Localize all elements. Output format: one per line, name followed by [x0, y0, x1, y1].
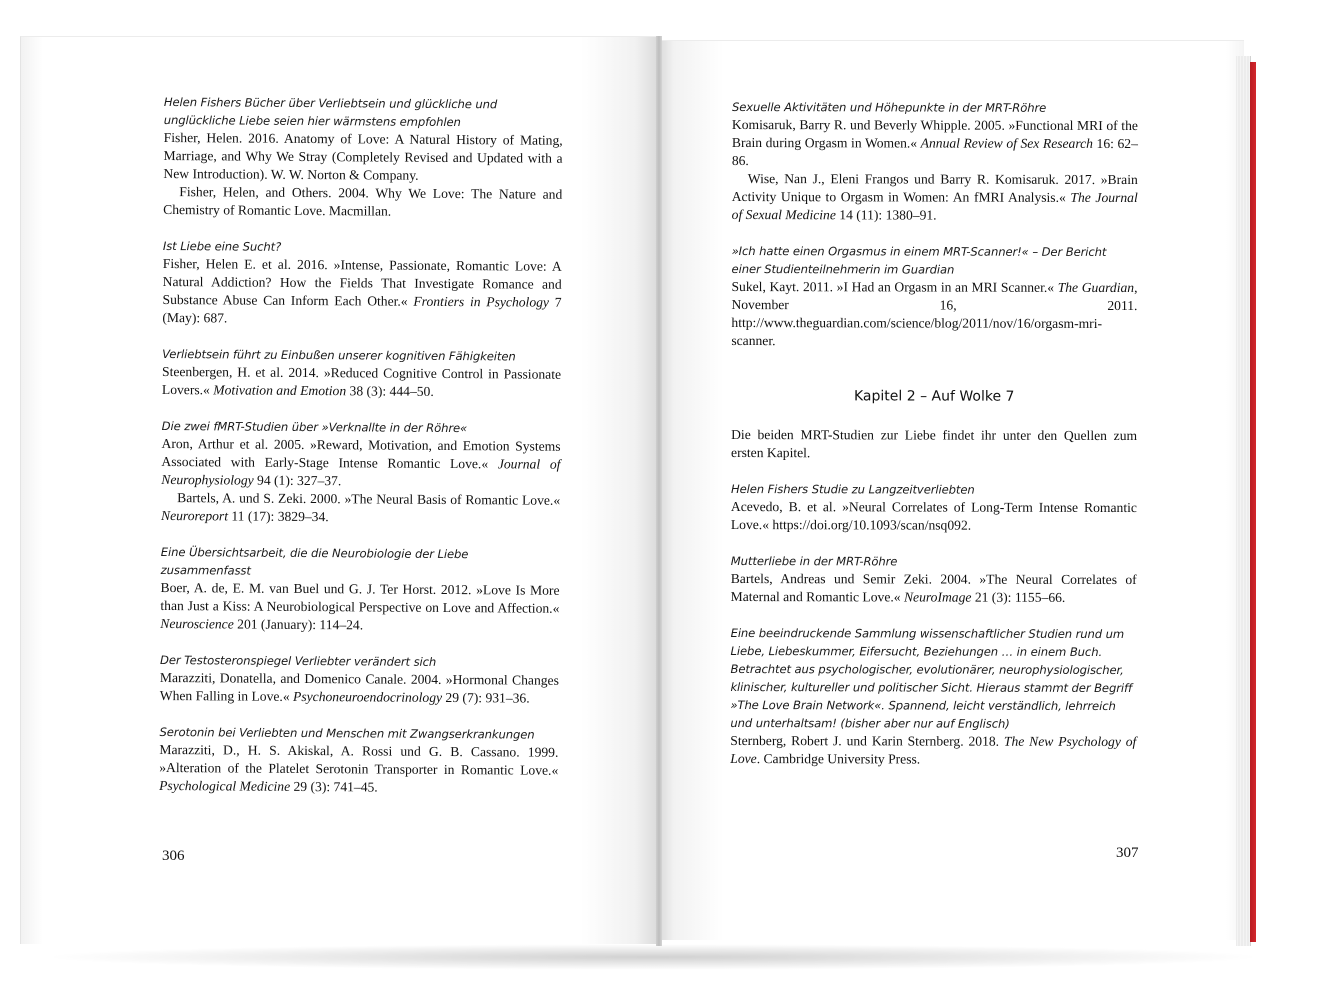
reference-group [731, 480, 1137, 535]
reference-group [160, 543, 560, 636]
reference-source-title: The New Psychology of Love [730, 733, 1137, 767]
reference-text: Acevedo, B. et al. »Neural Correlates of Long-Term Intense Romantic Love.« https://doi.org/10.1093/scan/nsq092. [730, 498, 1137, 533]
reference-entry [163, 129, 562, 186]
reference-heading: »Ich hatte einen Orgasmus in einem MRT-Scanner!« – Der Bericht einer Studienteilnehmerin im Guardian [731, 243, 1107, 277]
reference-source-title: Annual Review of Sex Research [920, 135, 1094, 151]
reference-group [162, 237, 562, 330]
reference-text: Fisher, Helen, and Others. 2004. Why We Love: The Nature and Chemistry of Romantic Love. Macmillan. [163, 184, 563, 219]
reference-details: . Cambridge University Press. [756, 751, 921, 767]
reference-entry [159, 741, 558, 798]
reference-entry [161, 435, 560, 492]
reference-entry [162, 255, 561, 330]
reference-text: Steenbergen, H. et al. 2014. »Reduced Cognitive Control in Passionate Lovers.« [161, 363, 562, 398]
reference-source-title: The Journal of Sexual Medicine [731, 189, 1138, 223]
reference-group [730, 624, 1136, 769]
reference-details: , November 16, 2011. http://www.theguardian.com/science/blog/2011/nov/16/orgasm-mri-scanner. [731, 280, 1138, 349]
reference-text: Fisher, Helen. 2016. Anatomy of Love: A Natural History of Mating, Marriage, and Why We Stray (Completely Revised and Updated with a New Introduction). W. W. Norton & Company. [163, 129, 563, 183]
reference-group [163, 93, 563, 222]
reference-entry [731, 278, 1137, 351]
reference-source-title: Neuroscience [160, 615, 234, 632]
reference-entry [730, 732, 1136, 769]
reference-text: Marazziti, Donatella, and Domenico Canale. 2004. »Hormonal Changes When Falling in Love.« [159, 669, 559, 704]
reference-details: 14 (11): 1380–91. [835, 207, 937, 223]
reference-details: 16: 62–86. [731, 135, 1138, 169]
reference-details: 21 (3): 1155–66. [971, 589, 1066, 605]
reference-source-title: NeuroImage [903, 589, 972, 605]
reference-group [159, 723, 558, 798]
left-page-column [159, 93, 563, 798]
reference-heading: Eine beeindruckende Sammlung wissenschaftlicher Studien rund um Liebe, Liebeskummer, Eifersucht, Beziehungen … in einem Buch. Betrachtet aus psychologischer, evolutionärer, neurophysiologischer, klinischer, kultureller und politischer Sicht. Hieraus stammt der Begriff »The Love Brain Network«. Spannend, leicht verständlich, lehrreich und unterhaltsam! (bisher aber nur auf Englisch) [730, 625, 1133, 731]
reference-heading: Helen Fishers Studie zu Langzeitverliebten [730, 481, 975, 497]
reference-details: 29 (7): 931–36. [442, 689, 530, 706]
reference-source-title: Neuroreport [160, 507, 229, 524]
reference-entry [732, 116, 1138, 171]
reference-details: 11 (17): 3829–34. [227, 508, 329, 525]
reference-heading: Der Testosteronspiegel Verliebter verändert sich [159, 652, 437, 669]
reference-source-title: Psychological Medicine [159, 777, 291, 794]
right-page-column [730, 98, 1138, 769]
reference-details: 29 (3): 741–45. [290, 778, 378, 795]
reference-heading: Sexuelle Aktivitäten und Höhepunkte in der MRT-Röhre [731, 99, 1047, 115]
book-gutter [656, 36, 662, 946]
reference-entry [162, 363, 561, 402]
reference-text: Sternberg, Robert J. und Karin Sternberg. 2018. [730, 732, 1004, 749]
reference-text: Wise, Nan J., Eleni Frangos und Barry R. Komisaruk. 2017. »Brain Activity Unique to Orgasm in Women: An fMRI Analysis.« [731, 171, 1138, 205]
reference-details: 7 (May): 687. [162, 294, 562, 326]
reference-text: Boer, A. de, E. M. van Buel und G. J. Ter Horst. 2012. »Love Is More than Just a Kiss: A Neurobiological Perspective on Love and Affection.« [160, 579, 560, 616]
reference-group [161, 417, 561, 528]
reference-details: 201 (January): 114–24. [233, 616, 364, 633]
reference-text: Sukel, Kayt. 2011. »I Had an Orgasm in an MRI Scanner.« [731, 278, 1058, 295]
reference-source-title: The Guardian [1057, 279, 1135, 296]
reference-entry [160, 579, 559, 636]
reference-entry [731, 570, 1137, 607]
reference-entry [163, 183, 562, 222]
reference-source-title: Frontiers in Psychology [413, 293, 550, 310]
reference-text: Fisher, Helen E. et al. 2016. »Intense, Passionate, Romantic Love: A Natural Addiction? How the Fields That Investigate Romance and Substance Abuse Can Inform Each Other.« [162, 255, 562, 309]
reference-heading: Verliebtsein führt zu Einbußen unserer kognitiven Fähigkeiten [162, 346, 516, 364]
reference-details: 38 (3): 444–50. [346, 383, 434, 399]
page-number-right: 307 [1116, 845, 1139, 861]
reference-text: Bartels, Andreas und Semir Zeki. 2004. »The Neural Correlates of Maternal and Romantic Love.« [730, 570, 1137, 605]
reference-group [731, 242, 1137, 351]
reference-heading: Mutterliebe in der MRT-Röhre [730, 553, 898, 569]
book-cover-edge [1250, 62, 1256, 942]
reference-group [162, 345, 561, 402]
reference-group [160, 651, 559, 708]
chapter-intro: Die beiden MRT-Studien zur Liebe findet ihr unter den Quellen zum ersten Kapitel. [731, 426, 1138, 461]
reference-text: Marazziti, D., H. S. Akiskal, A. Rossi und G. B. Cassano. 1999. »Alteration of the Platelet Serotonin Transporter in Romantic Love.« [159, 741, 559, 778]
reference-source-title: Motivation and Emotion [213, 382, 347, 399]
reference-source-title: Journal of Neurophysiology [161, 456, 561, 488]
book-shadow [40, 944, 1266, 970]
reference-group [732, 98, 1138, 225]
reference-text: Aron, Arthur et al. 2005. »Reward, Motivation, and Emotion Systems Associated with Early-Stage Intense Romantic Love.« [161, 435, 561, 472]
reference-heading: Serotonin bei Verliebten und Menschen mit Zwangserkrankungen [159, 724, 535, 742]
reference-heading: Helen Fishers Bücher über Verliebtsein und glückliche und unglückliche Liebe seien hier wärmstens empfohlen [163, 94, 498, 130]
reference-source-title: Psychoneuroendocrinology [293, 688, 443, 705]
reference-text: Komisaruk, Barry R. und Beverly Whipple. 2005. »Functional MRI of the Brain during Orgasm in Women.« [731, 116, 1138, 151]
reference-entry [732, 170, 1138, 225]
reference-entry [160, 669, 559, 708]
reference-entry [161, 489, 560, 528]
chapter-title: Kapitel 2 – Auf Wolke 7 [853, 388, 1015, 405]
reference-heading: Ist Liebe eine Sucht? [162, 238, 282, 254]
page-stack-edge [1236, 56, 1251, 946]
reference-group [731, 552, 1137, 607]
reference-heading: Eine Übersichtsarbeit, die die Neurobiologie der Liebe zusammenfasst [160, 544, 469, 578]
reference-entry [731, 498, 1137, 535]
reference-details: 94 (1): 327–37. [253, 472, 342, 489]
page-number-left: 306 [162, 848, 185, 864]
reference-text: Bartels, A. und S. Zeki. 2000. »The Neural Basis of Romantic Love.« [177, 490, 561, 508]
reference-heading: Die zwei fMRT-Studien über »Verknallte in der Röhre« [161, 418, 468, 436]
